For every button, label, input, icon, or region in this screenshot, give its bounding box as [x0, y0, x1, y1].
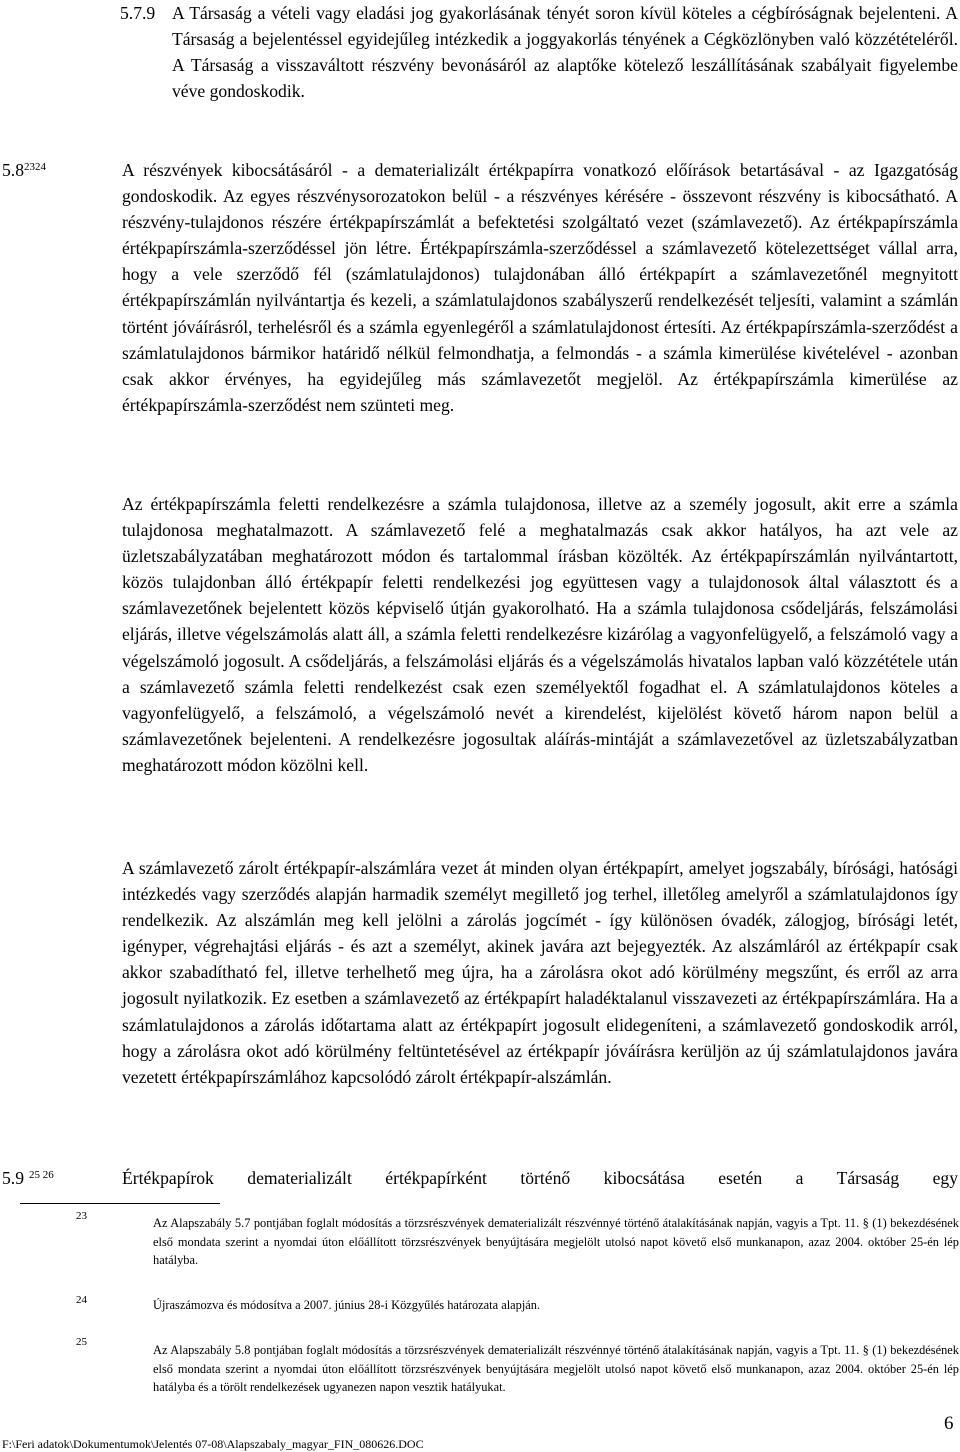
- footnote-number-23: 23: [76, 1210, 87, 1222]
- page-number: 6: [944, 1413, 954, 1434]
- footnote-text-25: Az Alapszabály 5.8 pontjában foglalt módosítás a törzsrészvények dematerializált részvénnyé történő átalakításának napján, vagyis a Tpt. 11. § (1) bekezdésének első mondata szerint a nyomdai úton előállított törzsrészvények benyújtására megjelölt utolsó napot követő első munkanapon, azaz 2004. október 25-én lép hatályba és a törölt rendelkezések ugyanezen napon vesztik hatályukat.: [153, 1343, 959, 1395]
- footer-file-path: F:\Feri adatok\Dokumentumok\Jelentés 07-08\Alapszabaly_magyar_FIN_080626.DOC: [2, 1437, 424, 1451]
- section-5-9-number: 5.9: [2, 1168, 24, 1188]
- footnote-text-23: Az Alapszabály 5.7 pontjában foglalt módosítás a törzsrészvények dematerializált részvénnyé történő átalakításának napján, vagyis a Tpt. 11. § (1) bekezdésének első mondata szerint a nyomdai úton előállított törzsrészvények benyújtására megjelölt utolsó napot követő első munkanapon, azaz 2004. október 25-én lép hatályba.: [153, 1216, 959, 1268]
- section-5-8-footnote-refs: 2324: [24, 161, 46, 173]
- section-5-8-paragraph-1: A részvények kibocsátásáról - a dematerializált értékpapírra vonatkozó előírások betartásával - az Igazgatóság gondoskodik. Az egyes részvénysorozatokon belül - a részvényes kérésére - összevont részvény is kibocsátható. A részvény-tulajdonos részére értékpapírszámlát a befektetési szolgáltató vezet (számlavezető). Az értékpapírszámla értékpapírszámla-szerződéssel jön létre. Értékpapírszámla-szerződéssel a számlavezető kötelezettséget vállal arra, hogy a vele szerződő fél (számlatulajdonos) tulajdonában álló értékpapírt a számlavezetőnél megnyitott értékpapírszámlán nyilvántartja és kezeli, a számlatulajdonos szabályszerű rendelkezését teljesíti, valamint a számlán történt jóváírásról, terhelésről és a számla egyenlegéről a számlatulajdonost értesíti. Az értékpapírszámla-szerződést a számlatulajdonos bármikor határidő nélkül felmondhatja, a felmondás - a számla kimerülése kivételével - azonban csak akkor érvényes, ha egyidejűleg más számlavezetőt megjelöl. Az értékpapírszámla kimerülése az értékpapírszámla-szerződést nem szünteti meg.: [122, 160, 958, 415]
- footnote-number-25: 25: [76, 1336, 87, 1348]
- section-number-5-8: [2, 157, 46, 183]
- footnote-text-24: Újraszámozva és módosítva a 2007. június 28-i Közgyűlés határozata alapján.: [153, 1298, 541, 1312]
- section-5-9-footnote-refs: 25 26: [29, 1169, 54, 1181]
- section-5-8-number: 5.8: [2, 160, 24, 180]
- section-5-7-9-text: A Társaság a vételi vagy eladási jog gyakorlásának tényét soron kívül köteles a cégbíróságnak bejelenteni. A Társaság a bejelentéssel egyidejűleg intézkedik a joggyakorlás tényének a Cégközlönyben való közzétételéről. A Társaság a visszaváltott részvény bevonásáról az alaptőke kötelező leszállításának szabályait figyelembe véve gondoskodik.: [172, 3, 958, 102]
- footnote-number-24: 24: [76, 1294, 87, 1306]
- footnote-separator: [20, 1203, 220, 1204]
- section-number-5-7-9: 5.7.9: [120, 3, 156, 23]
- section-5-9-text: Értékpapírok dematerializált értékpapírként történő kibocsátása esetén a Társaság egy: [122, 1168, 958, 1188]
- section-5-8-paragraph-2: Az értékpapírszámla feletti rendelkezésre a számla tulajdonosa, illetve az a személy jogosult, akit erre a számla tulajdonosa meghatalmazott. A számlavezető felé a meghatalmazás csak akkor hatályos, ha azt vele az üzletszabályzatában meghatározott módon és tartalommal írásban közölték. Az értékpapírszámlán nyilvántartott, közös tulajdonban álló értékpapír feletti rendelkezési jog együttesen vagy a tulajdonosok által választott és a számlavezetőnek bejelentett közös képviselő útján gyakorolható. Ha a számla tulajdonosa csődeljárás, felszámolási eljárás, illetve végelszámolás alatt áll, a számla feletti rendelkezésre kizárólag a vagyonfelügyelő, a felszámoló vagy a végelszámoló jogosult. A csődeljárás, a felszámolási eljárás és a végelszámolás hivatalos lapban való közzététele után a számlavezető számla feletti rendelkezést csak ezen személyektől fogadhat el. A számlatulajdonos köteles a vagyonfelügyelő, a felszámoló, a végelszámoló nevét a kirendelést, kijelölést követő három napon belül a számlavezetőnek bejelenteni. A rendelkezésre jogosultak aláírás-mintáját a számlavezetővel az üzletszabályzatban meghatározott módon közölni kell.: [122, 494, 958, 775]
- section-5-8-paragraph-3: A számlavezető zárolt értékpapír-alszámlára vezet át minden olyan értékpapírt, amelyet jogszabály, bírósági, hatósági intézkedés vagy szerződés alapján harmadik személyt megillető jog terhel, illetőleg amelyről a számlatulajdonos így rendelkezik. Az alszámlán meg kell jelölni a zárolás jogcímét - így különösen óvadék, zálogjog, bírósági letét, igényper, végrehajtási eljárás - és azt a személyt, akinek javára azt bejegyezték. Az alszámláról az értékpapír csak akkor szabadítható fel, illetve terhelhető meg újra, ha a zárolásra okot adó körülmény megszűnt, és erről az arra jogosult nyilatkozik. Ez esetben a számlavezető az értékpapírt haladéktalanul visszavezeti az értékpapírszámlára. Ha a számlatulajdonos a zárolás időtartama alatt az értékpapírt jogosult elidegeníteni, a számlavezető gondoskodik arról, hogy a zárolásra okot adó körülmény feltüntetésével az értékpapír jóváírásra kerüljön az új számlatulajdonos javára vezetett értékpapírszámlához kapcsolódó zárolt értékpapír-alszámlán.: [122, 858, 958, 1087]
- section-number-5-9: [2, 1165, 54, 1191]
